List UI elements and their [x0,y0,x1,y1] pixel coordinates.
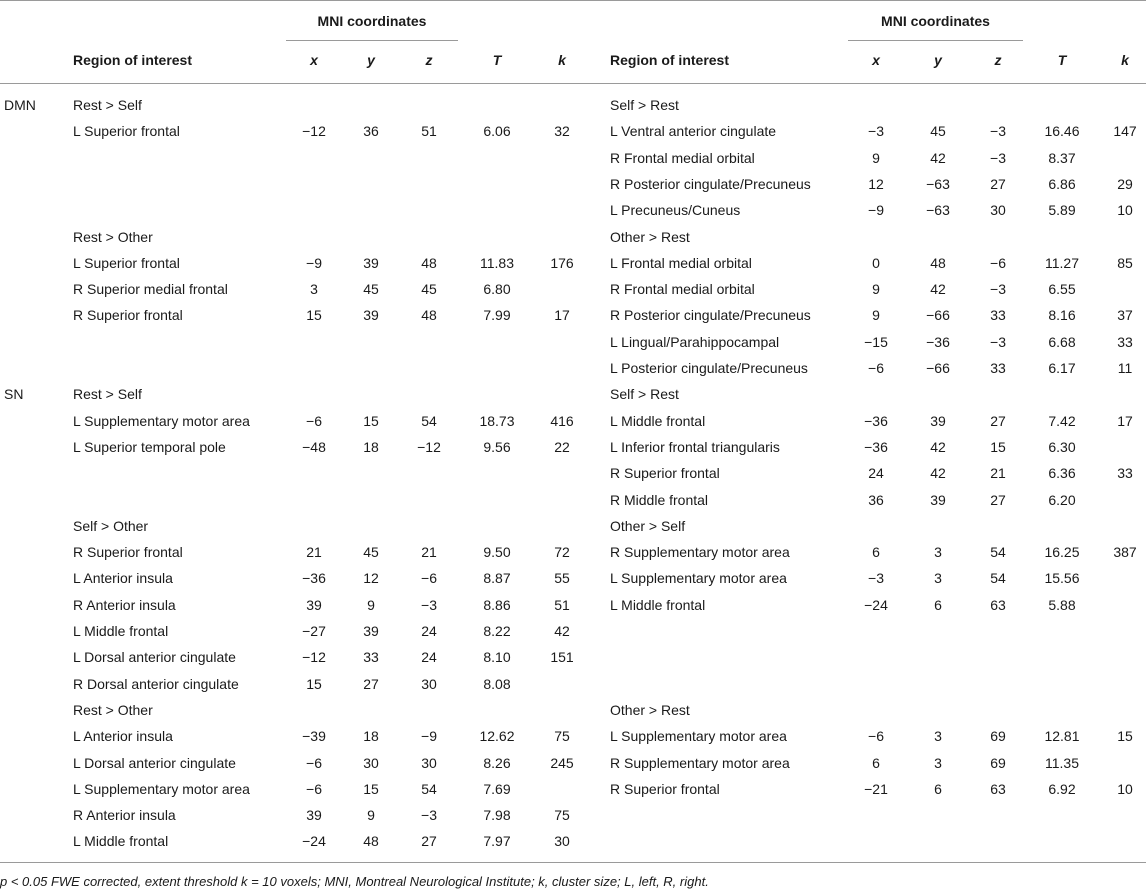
right-y-value: 6 [934,780,942,797]
left-z-value: −12 [417,438,441,455]
header-rule [0,83,1146,84]
right-y-value: 3 [934,570,942,587]
right-t-value: 16.25 [1044,544,1080,561]
right-k-value: 10 [1117,780,1133,797]
left-y-value: 12 [363,570,379,587]
left-x-value: −39 [302,728,326,745]
left-contrast-label: Rest > Other [73,228,153,245]
left-y-value: 36 [363,123,379,140]
right-k-value: 29 [1117,175,1133,192]
right-z-value: 63 [990,780,1006,797]
left-t-value: 7.98 [483,807,511,824]
right-x-value: 24 [868,465,884,482]
left-z-value: 48 [421,307,437,324]
right-z-value: −3 [990,333,1006,350]
left-x-value: 39 [306,596,322,613]
right-x-value: −9 [868,202,884,219]
left-y-value: 33 [363,649,379,666]
right-z-value: −3 [990,281,1006,298]
right-z-value: 33 [990,307,1006,324]
left-z-value: 21 [421,544,437,561]
y-header-right: y [934,52,942,68]
right-k-value: 11 [1117,360,1133,376]
right-x-value: −24 [864,596,888,613]
right-contrast-label: Self > Rest [610,386,679,403]
left-network-label: SN [4,386,24,403]
left-x-value: 15 [306,675,322,692]
right-z-value: 27 [990,412,1006,429]
right-y-value: −66 [926,307,950,324]
left-z-value: −3 [421,596,437,613]
left-contrast-label: Rest > Other [73,701,153,718]
right-t-value: 6.36 [1048,465,1076,482]
right-y-value: 45 [930,123,946,140]
left-region-cell: L Superior temporal pole [73,438,226,455]
left-x-value: −6 [306,412,322,429]
right-y-value: −36 [926,333,950,350]
right-y-value: 6 [934,596,942,613]
y-header-left: y [367,52,375,68]
k-header-right: k [1121,52,1129,68]
left-k-value: 55 [554,570,570,587]
left-t-value: 6.80 [483,281,511,298]
right-t-value: 8.37 [1048,149,1076,166]
right-t-value: 6.55 [1048,281,1076,298]
left-k-value: 75 [554,807,570,824]
left-x-value: −9 [306,254,322,271]
left-x-value: 39 [306,807,322,824]
left-t-value: 8.08 [483,675,511,692]
left-k-value: 32 [554,123,570,140]
left-x-value: 21 [306,544,322,561]
left-z-value: 27 [421,833,437,850]
right-t-value: 7.42 [1048,412,1076,429]
right-y-value: 39 [930,412,946,429]
right-region-cell: L Lingual/Parahippocampal [610,333,780,350]
right-z-value: −6 [990,254,1006,271]
left-t-value: 18.73 [479,412,515,429]
left-region-cell: L Anterior insula [73,728,173,745]
right-z-value: 54 [990,544,1006,561]
right-x-value: −3 [868,570,884,587]
left-k-value: 416 [550,412,574,429]
left-z-value: 24 [421,623,437,639]
right-t-value: 6.30 [1048,438,1076,455]
right-y-value: −66 [926,360,950,376]
left-contrast-label: Self > Other [73,517,149,534]
right-t-value: 11.27 [1045,254,1079,271]
left-t-value: 8.10 [483,649,511,666]
left-t-value: 8.86 [483,596,511,613]
right-k-value: 15 [1117,728,1133,745]
right-x-value: 6 [872,544,880,561]
left-x-value: 15 [306,307,322,324]
right-t-value: 8.16 [1048,307,1076,324]
mni-rule-left [286,40,458,41]
right-region-cell: R Posterior cingulate/Precuneus [610,175,811,192]
right-x-value: −21 [864,780,888,797]
region-header-right: Region of interest [610,52,730,68]
left-network-label: DMN [4,97,36,113]
left-t-value: 9.50 [483,544,511,561]
right-region-cell: L Middle frontal [610,596,706,613]
right-y-value: 3 [934,728,942,745]
right-region-cell: L Frontal medial orbital [610,254,752,271]
right-y-value: 42 [930,149,946,166]
right-z-value: 69 [990,754,1006,771]
right-t-value: 15.56 [1044,570,1080,587]
left-region-cell: L Dorsal anterior cingulate [73,754,236,771]
left-y-value: 9 [367,807,375,824]
right-x-value: −36 [864,412,888,429]
right-y-value: 42 [930,281,946,298]
right-region-cell: R Posterior cingulate/Precuneus [610,307,811,324]
right-x-value: 9 [872,307,880,324]
left-region-cell: L Supplementary motor area [73,780,250,797]
right-k-value: 33 [1117,333,1133,350]
right-z-value: 54 [990,570,1006,587]
left-y-value: 9 [367,596,375,613]
left-z-value: 45 [421,281,437,298]
right-z-value: 21 [990,465,1006,482]
left-x-value: 3 [310,281,318,298]
left-z-value: 30 [421,754,437,771]
right-x-value: −15 [864,333,888,350]
right-t-value: 5.89 [1048,202,1076,219]
right-y-value: −63 [926,175,950,192]
right-t-value: 12.81 [1044,728,1080,745]
left-z-value: −3 [421,807,437,824]
right-z-value: 15 [990,438,1006,455]
right-region-cell: L Middle frontal [610,412,706,429]
right-x-value: −36 [864,438,888,455]
right-contrast-label: Self > Rest [610,97,679,113]
right-region-cell: L Precuneus/Cuneus [610,202,741,219]
right-z-value: 63 [990,596,1006,613]
t-header-right: T [1057,52,1067,68]
left-z-value: 51 [421,123,437,140]
left-z-value: 54 [421,412,437,429]
left-region-cell: R Superior medial frontal [73,281,228,298]
right-x-value: 12 [868,175,884,192]
right-k-value: 17 [1117,412,1133,429]
left-k-value: 151 [550,649,574,666]
left-y-value: 39 [363,307,379,324]
k-header-left: k [558,52,566,68]
right-k-value: 33 [1117,465,1133,482]
z-header-left: z [425,52,433,68]
right-y-value: 3 [934,754,942,771]
mni-coordinates-header-right: MNI coordinates [881,13,990,29]
left-t-value: 7.69 [483,780,511,797]
right-x-value: 9 [872,149,880,166]
left-t-value: 7.99 [483,307,511,324]
left-k-value: 42 [554,623,570,639]
left-x-value: −36 [302,570,326,587]
right-y-value: 42 [930,465,946,482]
mni-coordinates-header-left: MNI coordinates [317,13,427,29]
left-contrast-label: Rest > Self [73,97,142,113]
right-k-value: 147 [1113,123,1137,140]
left-region-cell: L Superior frontal [73,254,180,271]
right-contrast-label: Other > Rest [610,701,690,718]
left-region-cell: L Dorsal anterior cingulate [73,649,236,666]
mni-rule-right [848,40,1023,41]
right-x-value: −6 [868,360,884,376]
region-header-left: Region of interest [73,52,193,68]
left-z-value: −6 [421,570,437,587]
right-region-cell: L Posterior cingulate/Precuneus [610,360,808,376]
left-region-cell: L Supplementary motor area [73,412,250,429]
left-z-value: 54 [421,780,437,797]
right-region-cell: R Superior frontal [610,465,720,482]
right-region-cell: L Inferior frontal triangularis [610,438,780,455]
left-t-value: 9.56 [483,438,511,455]
right-x-value: 36 [868,491,884,508]
left-k-value: 51 [554,596,570,613]
left-k-value: 72 [554,544,570,561]
left-region-cell: R Superior frontal [73,307,183,324]
left-contrast-label: Rest > Self [73,386,142,403]
left-y-value: 48 [363,833,379,850]
left-z-value: 48 [421,254,437,271]
left-k-value: 22 [554,438,570,455]
right-x-value: −6 [868,728,884,745]
left-k-value: 17 [554,307,570,324]
right-x-value: 0 [872,254,880,271]
left-y-value: 18 [363,728,379,745]
right-t-value: 6.86 [1048,175,1076,192]
right-contrast-label: Other > Rest [610,228,690,245]
left-k-value: 176 [550,254,574,271]
right-x-value: −3 [868,123,884,140]
left-x-value: −6 [306,754,322,771]
right-z-value: −3 [990,123,1006,140]
left-region-cell: R Anterior insula [73,807,176,824]
right-y-value: 42 [930,438,946,455]
left-t-value: 8.26 [483,754,511,771]
right-z-value: 69 [990,728,1006,745]
left-t-value: 8.87 [483,570,511,587]
left-region-cell: L Anterior insula [73,570,173,587]
left-region-cell: L Middle frontal [73,623,169,639]
left-t-value: 12.62 [479,728,515,745]
right-k-value: 37 [1117,307,1133,324]
left-y-value: 45 [363,281,379,298]
right-region-cell: R Frontal medial orbital [610,149,755,166]
right-k-value: 387 [1113,544,1137,561]
left-y-value: 45 [363,544,379,561]
left-y-value: 15 [363,780,379,797]
left-y-value: 27 [363,675,379,692]
left-y-value: 15 [363,412,379,429]
left-k-value: 30 [554,833,570,850]
right-region-cell: R Supplementary motor area [610,544,790,561]
right-region-cell: R Supplementary motor area [610,754,790,771]
right-k-value: 85 [1117,254,1133,271]
left-y-value: 39 [363,623,379,639]
left-x-value: −12 [302,123,326,140]
left-region-cell: R Anterior insula [73,596,176,613]
left-k-value: 75 [554,728,570,745]
x-header-right: x [872,52,880,68]
left-region-cell: R Superior frontal [73,544,183,561]
top-rule [0,0,1146,1]
right-z-value: 27 [990,491,1006,508]
left-t-value: 8.22 [483,623,511,639]
left-z-value: 24 [421,649,437,666]
right-y-value: 3 [934,544,942,561]
right-t-value: 6.20 [1048,491,1076,508]
right-t-value: 11.35 [1045,754,1079,771]
bottom-rule [0,862,1146,863]
z-header-right: z [994,52,1002,68]
right-region-cell: R Superior frontal [610,780,720,797]
t-header-left: T [492,52,502,68]
right-y-value: −63 [926,202,950,219]
left-region-cell: L Superior frontal [73,123,180,140]
right-z-value: 33 [990,360,1006,376]
left-x-value: −12 [302,649,326,666]
right-region-cell: R Middle frontal [610,491,709,508]
left-y-value: 18 [363,438,379,455]
right-contrast-label: Other > Self [610,517,686,534]
right-t-value: 6.68 [1048,333,1076,350]
right-t-value: 6.92 [1048,780,1076,797]
left-x-value: −6 [306,780,322,797]
left-t-value: 11.83 [480,254,514,271]
left-k-value: 245 [550,754,574,771]
left-z-value: 30 [421,675,437,692]
right-z-value: 27 [990,175,1006,192]
right-region-cell: R Frontal medial orbital [610,281,755,298]
left-t-value: 7.97 [483,833,511,850]
right-x-value: 6 [872,754,880,771]
right-t-value: 6.17 [1048,360,1076,376]
table-footnote: p < 0.05 FWE corrected, extent threshold k = 10 voxels; MNI, Montreal Neurological Institute; k, cluster size; L, left, R, right. [0,874,709,889]
right-region-cell: L Supplementary motor area [610,570,787,587]
x-header-left: x [310,52,318,68]
left-region-cell: R Dorsal anterior cingulate [73,675,239,692]
left-region-cell: L Middle frontal [73,833,169,850]
right-z-value: 30 [990,202,1006,219]
right-t-value: 16.46 [1044,123,1080,140]
left-z-value: −9 [421,728,437,745]
right-z-value: −3 [990,149,1006,166]
left-t-value: 6.06 [483,123,511,140]
right-region-cell: L Supplementary motor area [610,728,787,745]
right-t-value: 5.88 [1048,596,1076,613]
right-y-value: 39 [930,491,946,508]
left-y-value: 39 [363,254,379,271]
right-x-value: 9 [872,281,880,298]
right-k-value: 10 [1117,202,1133,219]
right-region-cell: L Ventral anterior cingulate [610,123,777,140]
left-x-value: −27 [302,623,326,639]
left-y-value: 30 [363,754,379,771]
left-x-value: −48 [302,438,326,455]
right-y-value: 48 [930,254,946,271]
left-x-value: −24 [302,833,326,850]
